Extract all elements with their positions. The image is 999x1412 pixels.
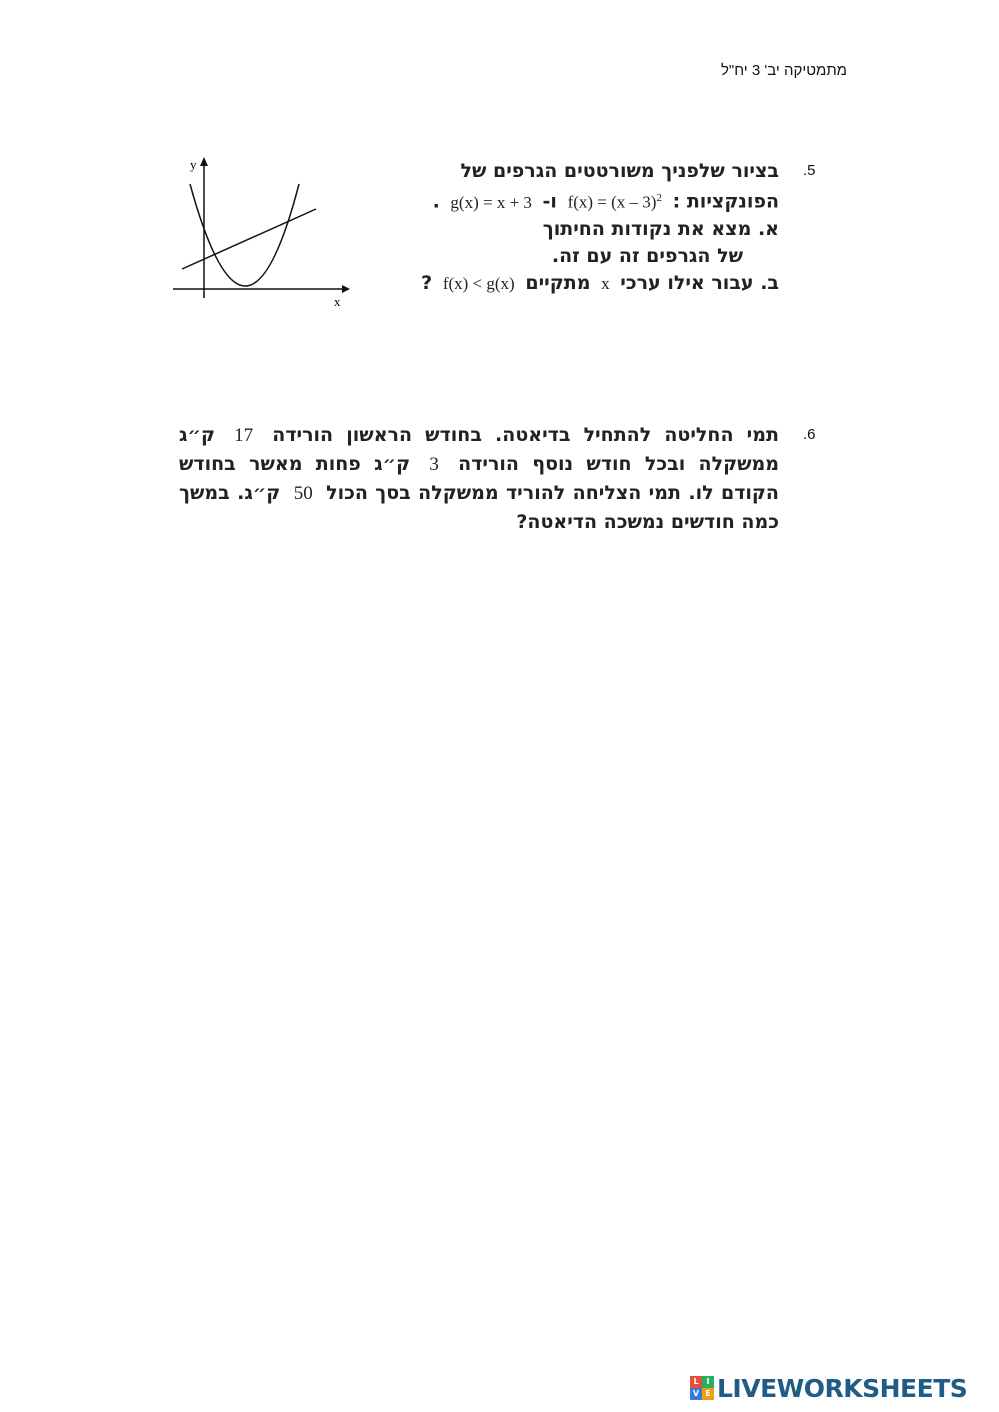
linear-function-line: [182, 209, 316, 269]
variable-x: x: [601, 273, 610, 293]
x-axis-arrow: [342, 285, 350, 293]
liveworksheets-logo: [690, 1372, 990, 1404]
y-axis-arrow: [200, 157, 208, 166]
question-5-line-2: הפונקציות : f(x) = (x – 3)$^2$ ו- g(x) = x + 3 .: [399, 185, 779, 216]
x-axis-label: x: [334, 294, 341, 309]
part-b-line: ב. עבור אילו ערכי x מתקיים f(x) < g(x) ?: [399, 270, 779, 297]
worksheet-header: מתמטיקה יב' 3 יח"ל: [720, 62, 847, 79]
parabola-curve: [190, 184, 299, 286]
number-17: 17: [234, 425, 254, 446]
question-5-text: [399, 158, 779, 297]
question-6-text: תמי החליטה להתחיל בדיאטה. בחודש הראשון הורידה 17 ק״ג ממשקלה ובכל חודש נוסף הורידה 3 ק״ג פחות מאשר בחודש הקודם לו. תמי הצליחה להוריד ממשקלה בסך הכול 50 ק״ג. במשך כמה חודשים נמשכה הדיאטה?: [179, 424, 779, 533]
inequality: f(x) < g(x): [442, 273, 515, 293]
question-5-line-1: בציור שלפניך משורטטים הגרפים של: [460, 160, 779, 182]
number-50: 50: [293, 483, 313, 504]
logo-text: LIVEWORKSHEETS: [717, 1373, 968, 1403]
function-graph: [170, 152, 350, 312]
question-5-number: .5: [803, 162, 816, 179]
part-a-line-2: של הגרפים זה עם זה.: [551, 244, 743, 267]
number-3: 3: [429, 454, 439, 475]
connector-and: ו-: [542, 190, 557, 213]
function-g: g(x) = x + 3: [450, 192, 532, 212]
part-a-line-1: א. מצא את נקודות החיתוך: [542, 217, 779, 240]
logo-mark-icon: L I V E: [690, 1376, 714, 1400]
question-6-number: .6: [803, 426, 816, 443]
y-axis-label: y: [190, 157, 197, 172]
function-f: f(x) = (x – 3)$^2$: [567, 192, 662, 212]
functions-label: הפונקציות :: [672, 190, 779, 213]
